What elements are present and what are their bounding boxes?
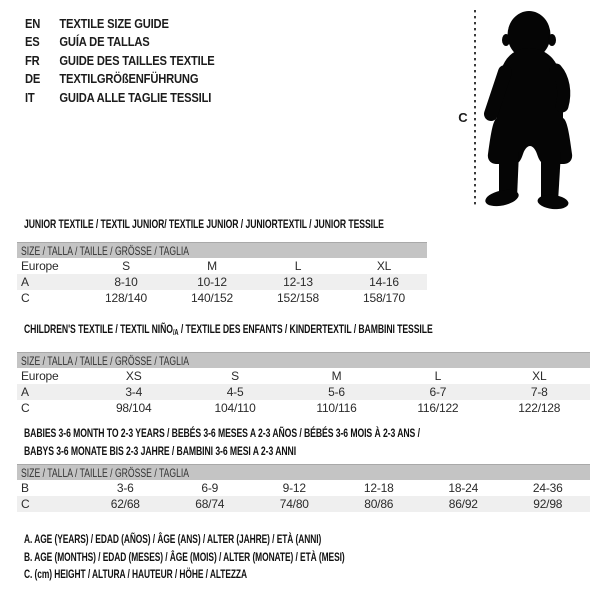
language-row <box>25 51 215 70</box>
size-cell: 68/74 <box>195 497 225 511</box>
table-row <box>17 400 590 416</box>
size-cell: 3-4 <box>125 385 143 399</box>
baby-figure-svg <box>440 2 600 214</box>
table-title-line <box>24 443 432 461</box>
table-row <box>17 368 590 384</box>
size-cell: L <box>434 369 442 383</box>
note-line: A. AGE (YEARS) / EDAD (AÑOS) / ÂGE (ANS) / ALTER (JAHRE) / ETÀ (ANNI) <box>24 532 322 546</box>
language-title: GUÍA DE TALLAS <box>59 34 150 50</box>
language-code: DE <box>25 71 41 87</box>
size-cell: 12-18 <box>363 481 394 495</box>
section-childrens-textile <box>17 322 590 416</box>
row-label: B <box>21 481 29 495</box>
title-subscript: /A <box>172 328 179 337</box>
language-code: ES <box>25 34 40 50</box>
size-cell: 86/92 <box>448 497 478 511</box>
section-junior-textile <box>17 217 427 306</box>
junior-size-table <box>17 258 427 306</box>
note-line: B. AGE (MONTHS) / EDAD (MESES) / ÂGE (MOIS) / ALTER (MONATE) / ETÀ (MESI) <box>24 549 345 564</box>
language-row <box>25 88 215 107</box>
language-title-list <box>25 14 215 107</box>
size-header-bar <box>17 242 427 258</box>
row-label: C <box>21 497 30 511</box>
table-row <box>17 258 427 274</box>
row-label: C <box>21 291 30 305</box>
size-cell: 122/128 <box>518 401 561 415</box>
size-header-text: SIZE / TALLA / TAILLE / GRÖSSE / TAGLIA <box>21 244 190 258</box>
size-cell: XS <box>125 369 142 383</box>
title-text: BABYS 3-6 MONATE BIS 2-3 JAHRE / BAMBINI 3-6 MESI A 2-3 ANNI <box>24 443 297 458</box>
size-cell: XL <box>532 369 547 383</box>
size-cell: 80/86 <box>364 497 394 511</box>
size-cell: 3-6 <box>116 481 134 495</box>
language-code: IT <box>25 89 35 105</box>
size-header-text: SIZE / TALLA / TAILLE / GRÖSSE / TAGLIA <box>21 466 190 480</box>
baby-silhouette-icon <box>484 11 572 211</box>
title-text: BABIES 3-6 MONTH TO 2-3 YEARS / BEBÉS 3-6 MESES A 2-3 AÑOS / BÉBÉS 3-6 MOIS À 2-3 ANS / <box>24 426 420 440</box>
size-cell: 5-6 <box>328 385 345 399</box>
size-cell: 62/68 <box>110 497 140 511</box>
note-line: C. (cm) HEIGHT / ALTURA / HAUTEUR / HÖHE / ALTEZZA <box>24 567 247 581</box>
size-cell: 9-12 <box>282 481 306 495</box>
language-title: TEXTILE SIZE GUIDE <box>59 15 169 31</box>
size-header-text: SIZE / TALLA / TAILLE / GRÖSSE / TAGLIA <box>21 354 190 368</box>
size-cell: XL <box>376 259 392 273</box>
table-title <box>24 217 427 231</box>
size-header-bar <box>17 464 590 480</box>
row-label: C <box>21 401 30 415</box>
title-text: / TEXTILE DES ENFANTS / KINDERTEXTIL / BAMBINI TESSILE <box>178 322 433 336</box>
table-title-line <box>24 322 432 340</box>
language-row <box>25 14 215 33</box>
row-label: A <box>21 275 29 289</box>
size-cell: 74/80 <box>279 497 309 511</box>
size-cell: 14-16 <box>369 275 399 289</box>
size-cell: M <box>207 259 217 273</box>
table-row <box>17 496 590 512</box>
language-row <box>25 33 215 52</box>
table-row <box>17 274 427 290</box>
table-title <box>24 425 590 460</box>
title-text: JUNIOR TEXTILE / TEXTIL JUNIOR/ TEXTILE JUNIOR / JUNIORTEXTIL / JUNIOR TESSILE <box>24 217 384 231</box>
size-cell: 7-8 <box>530 385 548 399</box>
size-cell: 116/122 <box>417 401 459 415</box>
size-cell: 4-5 <box>226 385 244 399</box>
size-cell: S <box>122 259 130 273</box>
language-title: TEXTILGRÖßENFÜHRUNG <box>59 71 199 87</box>
size-cell: 92/98 <box>533 497 563 511</box>
size-cell: 158/170 <box>363 291 405 305</box>
language-code: EN <box>25 15 41 31</box>
size-cell: 6-9 <box>201 481 219 495</box>
size-cell: 110/116 <box>316 401 357 415</box>
size-cell: 12-13 <box>283 275 313 289</box>
table-row <box>17 480 590 496</box>
table-title-line <box>24 425 432 443</box>
row-label: A <box>21 385 29 399</box>
childrens-size-table <box>17 368 590 416</box>
language-title: GUIDE DES TAILLES TEXTILE <box>59 52 215 68</box>
baby-height-figure <box>440 2 600 214</box>
table-title-line <box>24 217 384 231</box>
size-cell: 18-24 <box>448 481 479 495</box>
size-cell: 24-36 <box>532 481 563 495</box>
size-cell: 6-7 <box>429 385 447 399</box>
section-babies-textile <box>17 425 590 512</box>
table-title <box>24 322 590 340</box>
title-text: CHILDREN'S TEXTILE / TEXTIL NIÑO <box>24 322 173 336</box>
language-row <box>25 70 215 89</box>
row-label: Europe <box>21 259 59 273</box>
language-code: FR <box>25 52 40 68</box>
size-cell: M <box>331 369 342 383</box>
size-cell: 128/140 <box>105 291 147 305</box>
size-cell: 8-10 <box>114 275 138 289</box>
size-cell: S <box>231 369 239 383</box>
row-label: Europe <box>21 369 59 383</box>
babies-size-table <box>17 480 590 512</box>
size-header-bar <box>17 352 590 368</box>
table-row <box>17 290 427 306</box>
size-cell: 98/104 <box>115 401 152 415</box>
size-cell: 152/158 <box>277 291 319 305</box>
size-cell: 104/110 <box>214 401 256 415</box>
measurement-notes <box>24 531 482 584</box>
table-row <box>17 384 590 400</box>
height-label-c: C <box>458 110 468 125</box>
size-cell: L <box>294 259 302 273</box>
language-title: GUIDA ALLE TAGLIE TESSILI <box>59 89 212 105</box>
size-cell: 10-12 <box>197 275 227 289</box>
size-cell: 140/152 <box>191 291 233 305</box>
